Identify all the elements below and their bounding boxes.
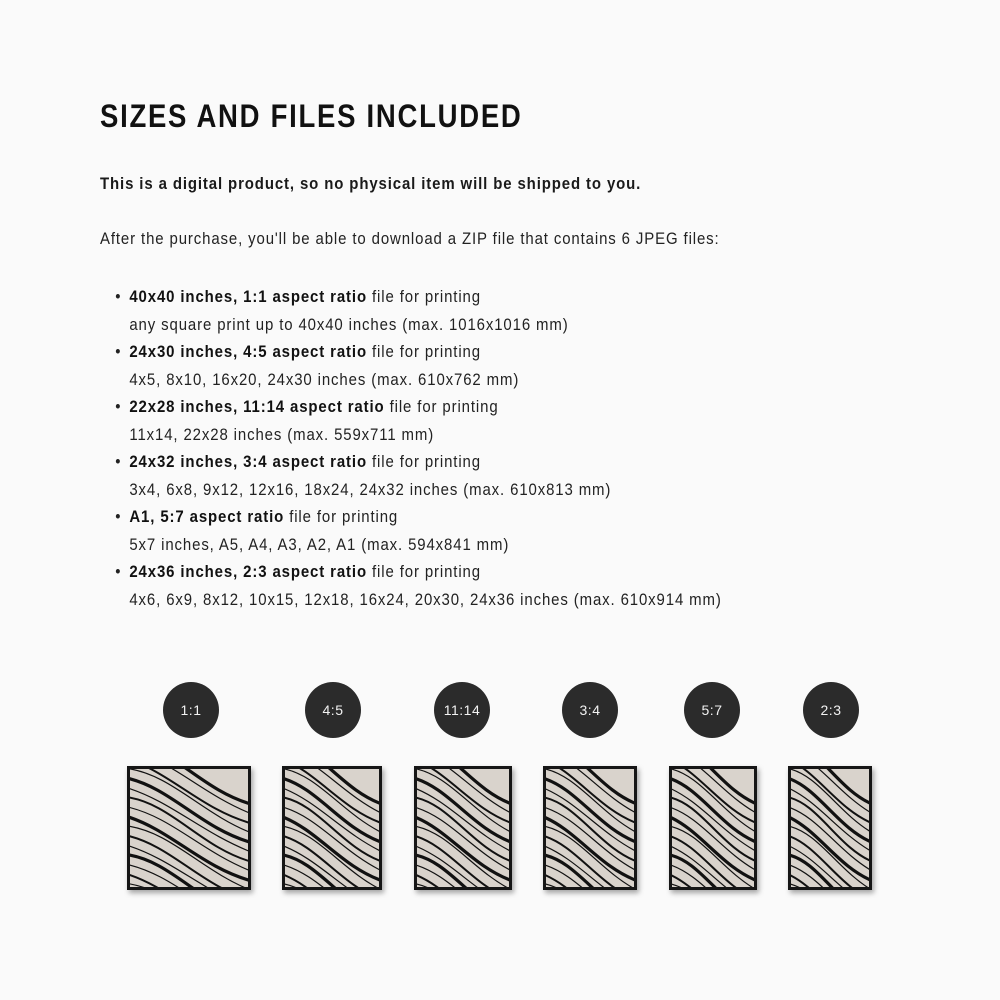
bullet-icon: • xyxy=(115,397,122,416)
file-purpose: file for printing xyxy=(366,287,481,306)
ratio-badge-11-14: 11:14 xyxy=(434,682,490,738)
file-size-ratio: 24x32 inches, 3:4 aspect ratio xyxy=(129,452,367,471)
list-item xyxy=(110,558,722,613)
print-preview-1-1 xyxy=(127,766,251,890)
print-preview-3-4 xyxy=(543,766,637,890)
bullet-icon: • xyxy=(115,507,122,526)
bullet-icon: • xyxy=(115,287,122,306)
file-size-ratio: 24x36 inches, 2:3 aspect ratio xyxy=(129,562,367,581)
print-sizes: 3x4, 6x8, 9x12, 12x16, 18x24, 24x32 inches (max. 610x813 mm) xyxy=(129,479,612,499)
file-list xyxy=(110,283,722,613)
file-purpose: file for printing xyxy=(366,562,481,581)
file-purpose: file for printing xyxy=(366,342,481,361)
ratio-badge-3-4: 3:4 xyxy=(562,682,618,738)
ratio-badge-2-3: 2:3 xyxy=(803,682,859,738)
wave-art xyxy=(546,769,634,887)
wave-art xyxy=(791,769,869,887)
file-purpose: file for printing xyxy=(366,452,481,471)
wave-art xyxy=(672,769,754,887)
file-size-ratio: 22x28 inches, 11:14 aspect ratio xyxy=(129,397,385,416)
print-sizes: 11x14, 22x28 inches (max. 559x711 mm) xyxy=(129,424,435,444)
print-sizes: 4x5, 8x10, 16x20, 24x30 inches (max. 610x762 mm) xyxy=(129,369,520,389)
ratio-badge-5-7: 5:7 xyxy=(684,682,740,738)
bullet-icon: • xyxy=(115,562,122,581)
wave-art xyxy=(285,769,379,887)
download-intro: After the purchase, you'll be able to download a ZIP file that contains 6 JPEG files: xyxy=(100,229,720,248)
print-sizes: 5x7 inches, A5, A4, A3, A2, A1 (max. 594x841 mm) xyxy=(129,534,510,554)
file-size-ratio: 40x40 inches, 1:1 aspect ratio xyxy=(129,287,367,306)
print-sizes: 4x6, 6x9, 8x12, 10x15, 12x18, 16x24, 20x30, 24x36 inches (max. 610x914 mm) xyxy=(129,589,722,609)
print-sizes: any square print up to 40x40 inches (max. 1016x1016 mm) xyxy=(129,314,569,334)
list-item xyxy=(110,283,722,338)
bullet-icon: • xyxy=(115,342,122,361)
list-item xyxy=(110,338,722,393)
file-size-ratio: 24x30 inches, 4:5 aspect ratio xyxy=(129,342,367,361)
list-item xyxy=(110,503,722,558)
print-preview-5-7 xyxy=(669,766,757,890)
wave-art xyxy=(417,769,509,887)
list-item xyxy=(110,448,722,503)
file-size-ratio: A1, 5:7 aspect ratio xyxy=(129,507,285,526)
bullet-icon: • xyxy=(115,452,122,471)
print-preview-4-5 xyxy=(282,766,382,890)
ratio-badge-4-5: 4:5 xyxy=(305,682,361,738)
print-preview-11-14 xyxy=(414,766,512,890)
file-purpose: file for printing xyxy=(384,397,499,416)
list-item xyxy=(110,393,722,448)
page-title: SIZES AND FILES INCLUDED xyxy=(100,98,523,134)
wave-art xyxy=(130,769,248,887)
print-preview-2-3 xyxy=(788,766,872,890)
ratio-badge-1-1: 1:1 xyxy=(163,682,219,738)
file-purpose: file for printing xyxy=(284,507,399,526)
digital-product-notice: This is a digital product, so no physical item will be shipped to you. xyxy=(100,174,642,193)
